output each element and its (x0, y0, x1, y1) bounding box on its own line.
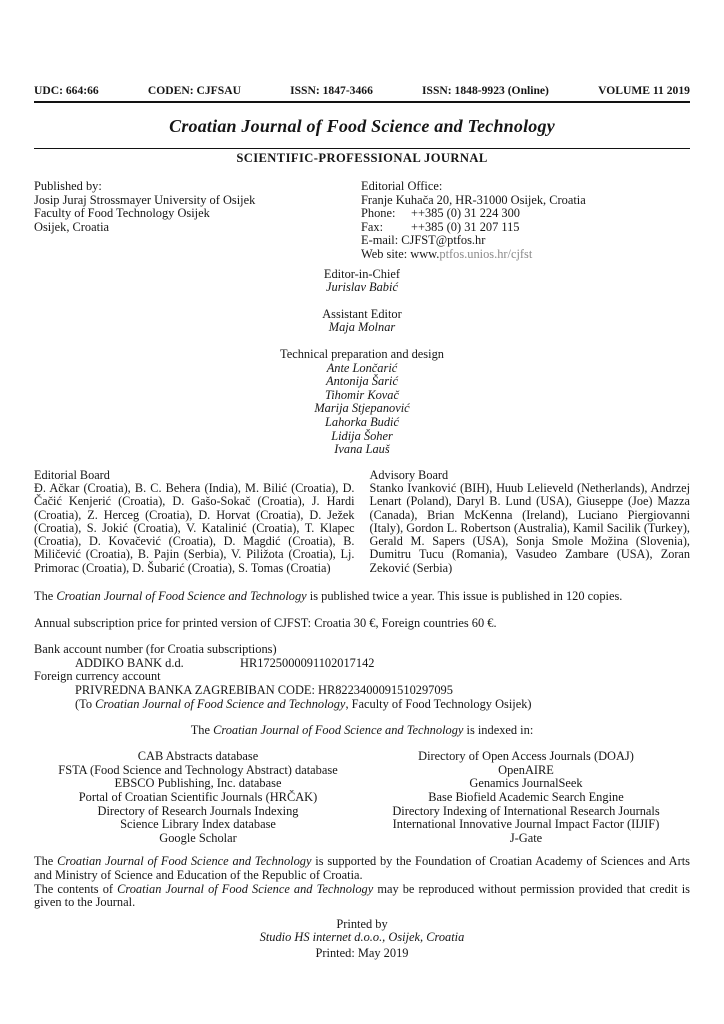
index-database: Directory of Research Journals Indexing (97, 803, 299, 818)
advisory-board-label: Advisory Board (369, 467, 449, 482)
index-database: Directory Indexing of International Research Journals (392, 803, 660, 818)
bank-foreign-line (34, 684, 690, 698)
bank-details-block (34, 643, 690, 711)
publisher-line: Josip Juraj Strossmayer University of Osijek (34, 192, 256, 207)
bank-payee-note (34, 698, 690, 712)
support-note (34, 855, 690, 882)
phone-label: Phone: (361, 206, 396, 221)
printed-date: Printed: May 2019 (315, 945, 409, 960)
technical-team-label: Technical preparation and design (280, 346, 444, 361)
index-database: Directory of Open Access Journals (DOAJ) (418, 749, 634, 764)
bank-foreign-name: PRIVREDNA BANKA ZAGREB (75, 683, 245, 698)
editorial-office-block (361, 180, 690, 262)
technical-member: Lidija Šoher (331, 428, 393, 443)
website-label: Web site: www. (361, 246, 440, 261)
note-text: is published twice a year. This issue is published in 120 copies. (306, 589, 623, 604)
index-database: Genamics JournalSeek (469, 776, 583, 791)
publisher-label: Published by: (34, 179, 102, 193)
index-database: J-Gate (509, 830, 543, 845)
index-database: Portal of Croatian Scientific Journals (HRČAK) (78, 789, 318, 804)
email-address: CJFST@ptfos.hr (401, 233, 486, 248)
journal-name-italic: Croatian Journal of Food Science and Technology (213, 723, 464, 738)
note-text: is indexed in: (463, 723, 534, 738)
udc-code: UDC: 664:66 (34, 84, 99, 97)
issn-online: ISSN: 1848-9923 (Online) (422, 84, 549, 97)
phone-line (361, 207, 690, 221)
subscription-note: Annual subscription price for printed version of CJFST: Croatia 30 €, Foreign countries 60 €. (34, 615, 497, 630)
technical-member: Marija Stjepanović (314, 401, 410, 416)
indexed-in-heading (34, 724, 690, 738)
journal-name-italic: Croatian Journal of Food Science and Technology (57, 854, 312, 869)
note-text: , Faculty of Food Technology Osijek) (345, 696, 532, 711)
technical-member: Ante Lončarić (326, 360, 398, 375)
phone-number: ++385 (0) 31 224 300 (411, 206, 520, 221)
website-url: ptfos.unios.hr/cjfst (439, 246, 533, 261)
index-database: CAB Abstracts database (137, 749, 259, 764)
index-databases-section (34, 750, 690, 845)
fax-line (361, 221, 690, 235)
editor-in-chief-name: Jurislav Babić (326, 280, 398, 295)
email-label: E-mail: (361, 233, 399, 248)
printer-name: Studio HS internet d.o.o., Osijek, Croatia (259, 930, 465, 945)
journal-name-italic: Croatian Journal of Food Science and Technology (56, 589, 307, 604)
note-text: (To (75, 696, 96, 711)
index-database: OpenAIRE (498, 762, 554, 777)
technical-member: Ivana Lauš (334, 442, 390, 457)
masthead-identifiers (34, 84, 690, 97)
publisher-block (34, 180, 361, 262)
journal-name-italic: Croatian Journal of Food Science and Technology (117, 881, 374, 896)
index-list-right (362, 750, 690, 845)
assistant-editor-block (34, 308, 690, 335)
editorial-office-address: Franje Kuhača 20, HR-31000 Osijek, Croatia (361, 192, 586, 207)
editor-in-chief-block (34, 268, 690, 295)
note-text: The (34, 854, 58, 869)
fax-number: ++385 (0) 31 207 115 (411, 219, 520, 234)
note-text: The contents of (34, 881, 118, 896)
journal-title: Croatian Journal of Food Science and Technology (169, 116, 555, 136)
assistant-editor-name: Maja Molnar (328, 320, 396, 335)
note-text: The (190, 723, 214, 738)
editorial-board-members: Đ. Ačkar (Croatia), B. C. Behera (India), M. Bilić (Croatia), D. Čačić Kenjerić (Croatia), D. Gašo-Sokač (Croatia), J. Hardi (Croatia), Z. Herceg (Croatia), D. Horvat (Croatia), D. Ježek (Croatia), S. Jokić (Croatia), V. Katalinić (Croatia), T. Klapec (Croatia), D. Kovačević (Croatia), D. Magdić (Croatia), B. Miličević (Croatia), B. Pajin (Serbia), V. Piližota (Croatia), Lj. Primorac (Croatia), D. Šubarić (Croatia), S. Tomas (Croatia) (34, 480, 355, 575)
volume-label: VOLUME 11 2019 (598, 84, 690, 97)
website-line (361, 248, 690, 262)
reproduction-note (34, 883, 690, 910)
assistant-editor-label: Assistant Editor (322, 306, 402, 321)
index-database: FSTA (Food Science and Technology Abstract) database (58, 762, 338, 777)
editorial-board-label: Editorial Board (34, 467, 110, 482)
editors-section (34, 268, 690, 457)
advisory-board-block (370, 469, 691, 575)
fax-label: Fax: (361, 219, 384, 234)
bank-croatia-line (34, 657, 690, 671)
index-database: Base Biofield Academic Search Engine (428, 789, 624, 804)
technical-member: Antonija Šarić (326, 374, 398, 389)
boards-section (34, 469, 690, 575)
bank-foreign-label: Foreign currency account (34, 669, 161, 684)
bank-croatia-name: ADDIKO BANK d.d. (75, 655, 184, 670)
coden-code: CODEN: CJFSAU (147, 84, 241, 97)
editorial-board-block (34, 469, 355, 575)
publication-frequency-note (34, 590, 690, 604)
bank-croatia-account: HR1725000091102017142 (240, 655, 375, 670)
journal-subtitle: SCIENTIFIC-PROFESSIONAL JOURNAL (236, 151, 488, 165)
advisory-board-members: Stanko Ivanković (BIH), Huub Lelieveld (Netherlands), Andrzej Lenart (Poland), Daryl B. Lund (USA), Giuseppe (Joe) Mazza (Canada), Brian McKenna (Ireland), Luciano Piergiovanni (Italy), Gordon L. Robertson (Australia), Kamil Sacilik (Turkey), Gerald M. Sapers (USA), Sonja Smole Možina (Slovenia), Dumitru Tucu (Romania), Vasudeo Zambare (USA), Zoran Zeković (Serbia) (369, 480, 690, 575)
publisher-line: Faculty of Food Technology Osijek (34, 206, 210, 221)
index-database: International Innovative Journal Impact Factor (IIJIF) (392, 817, 660, 832)
editorial-office-label: Editorial Office: (361, 179, 443, 193)
index-list-left (34, 750, 362, 845)
editor-in-chief-label: Editor-in-Chief (323, 266, 401, 281)
masthead-rule (34, 101, 690, 103)
index-database: Science Library Index database (120, 817, 276, 832)
note-text: may be reproduced without permission provided that credit is given to the Journal. (34, 881, 690, 910)
technical-member: Tihomir Kovač (324, 387, 399, 402)
note-text: is supported by the Foundation of Croatian Academy of Sciences and Arts and Ministry of Science and Education of the Republic of Croatia. (34, 854, 690, 882)
journal-name-italic: Croatian Journal of Food Science and Technology (95, 696, 346, 711)
bank-croatia-label: Bank account number (for Croatia subscriptions) (34, 642, 277, 657)
bank-foreign-account: IBAN CODE: HR8223400091510297095 (244, 683, 453, 698)
index-database: Google Scholar (159, 830, 237, 845)
note-text: The (34, 589, 57, 604)
issn-print: ISSN: 1847-3466 (290, 84, 373, 97)
subtitle-rule (34, 148, 690, 149)
publisher-line: Osijek, Croatia (34, 219, 110, 234)
technical-member: Lahorka Budić (325, 414, 399, 429)
index-database: EBSCO Publishing, Inc. database (114, 776, 282, 791)
technical-team-block (34, 348, 690, 457)
publisher-office-section (34, 180, 690, 262)
printed-by-label: Printed by (336, 916, 388, 931)
email-line (361, 234, 690, 248)
